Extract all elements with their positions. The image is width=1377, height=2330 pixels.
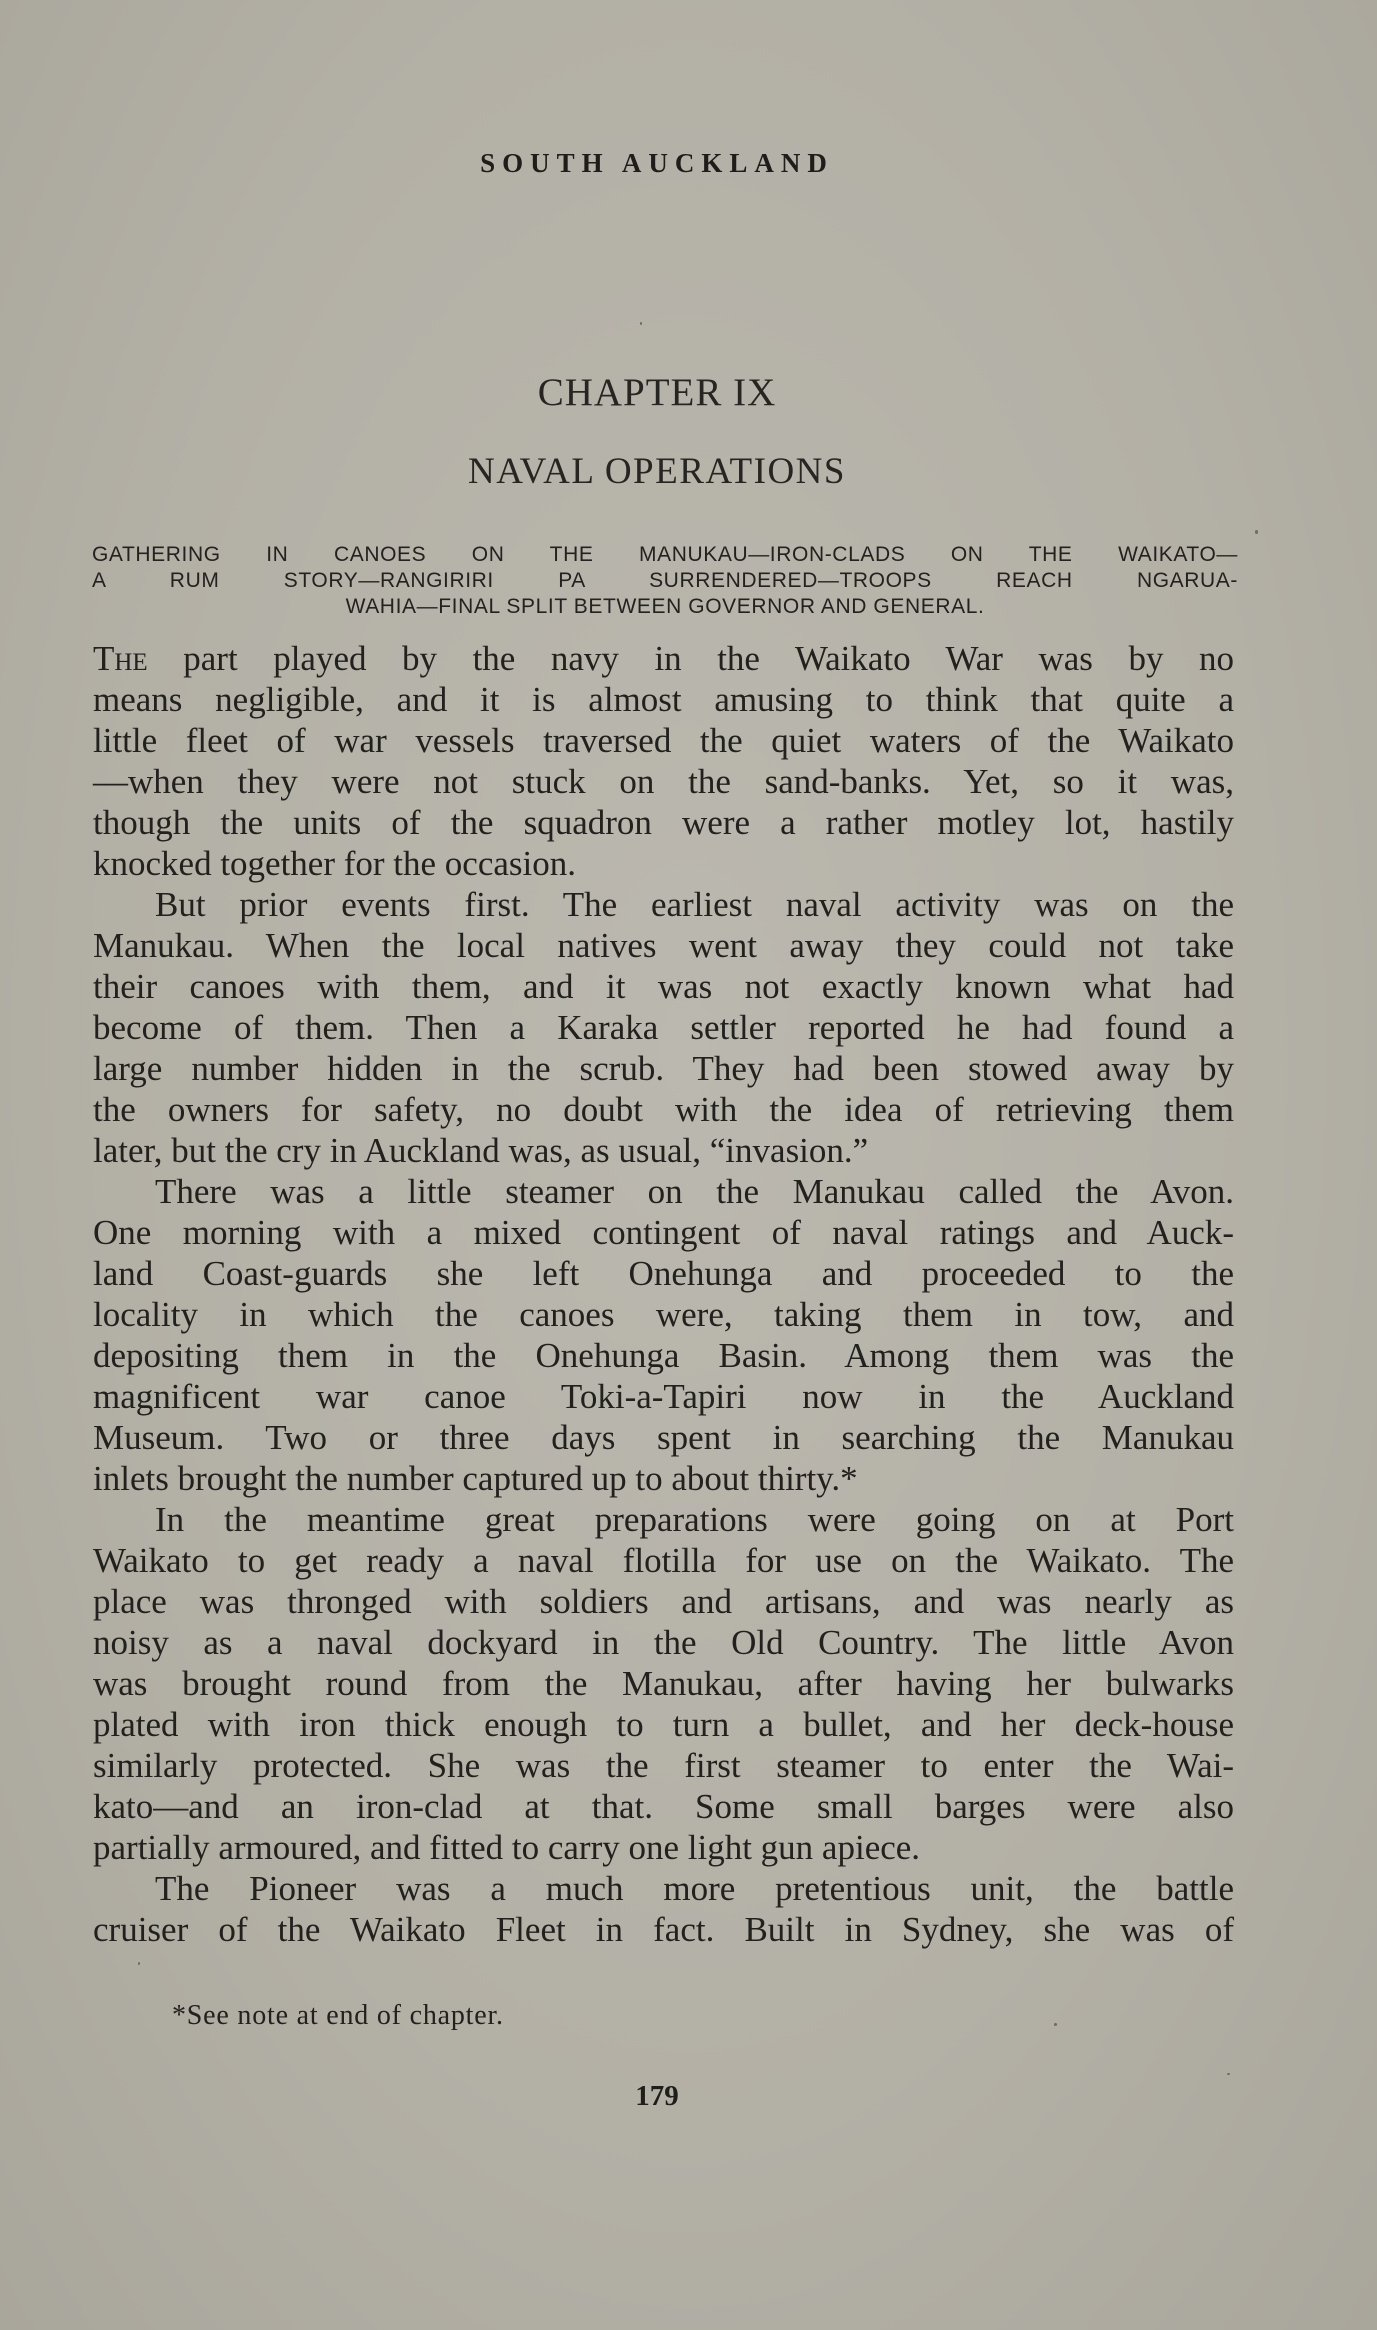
chapter-title: NAVAL OPERATIONS: [468, 451, 846, 492]
paragraph-3: [93, 1171, 1234, 1499]
paragraph-5: [93, 1868, 1234, 1950]
footnote: *See note at end of chapter.: [172, 2000, 504, 2031]
text-line: cruiser of the Waikato Fleet in fact. Built in Sydney, she was of: [93, 1910, 1234, 1949]
text-line: Museum. Two or three days spent in searching the Manukau: [93, 1418, 1234, 1457]
text-line: depositing them in the Onehunga Basin. Among them was the: [93, 1336, 1234, 1375]
synopsis-line: A RUM STORY—RANGIRIRI PA SURRENDERED—TROOPS REACH NGARUA-: [92, 569, 1238, 592]
text-line: inlets brought the number captured up to about thirty.*: [93, 1459, 858, 1498]
page-number: 179: [635, 2080, 679, 2112]
text-line: locality in which the canoes were, taking them in tow, and: [93, 1295, 1234, 1334]
paper-speck: [1255, 530, 1258, 534]
paper-speck: [1227, 2073, 1230, 2075]
opening-word: The: [93, 639, 148, 678]
paper-speck: [1054, 2023, 1057, 2026]
paragraph-2: [93, 884, 1234, 1171]
text-line: knocked together for the occasion.: [93, 844, 577, 883]
text-line: partially armoured, and fitted to carry one light gun apiece.: [93, 1828, 921, 1867]
text-line: their canoes with them, and it was not exactly known what had: [93, 967, 1234, 1006]
text-line: later, but the cry in Auckland was, as usual, “invasion.”: [93, 1131, 869, 1170]
text-line: similarly protected. She was the first steamer to enter the Wai-: [93, 1746, 1234, 1785]
text-line: land Coast-guards she left Onehunga and proceeded to the: [93, 1254, 1234, 1293]
text-line: Manukau. When the local natives went away they could not take: [93, 926, 1234, 965]
text-line: part played by the navy in the Waikato War was by no: [147, 639, 1234, 678]
text-line: little fleet of war vessels traversed the quiet waters of the Waikato: [93, 721, 1234, 760]
body-text: [93, 638, 1234, 1950]
paper-speck: [138, 1962, 140, 1965]
text-line: One morning with a mixed contingent of naval ratings and Auck-: [93, 1213, 1234, 1252]
synopsis-line: GATHERING IN CANOES ON THE MANUKAU—IRON-CLADS ON THE WAIKATO—: [92, 543, 1238, 566]
text-line: become of them. Then a Karaka settler reported he had found a: [93, 1008, 1234, 1047]
text-line: In the meantime great preparations were going on at Port: [155, 1500, 1234, 1539]
paragraph-4: [93, 1499, 1234, 1868]
chapter-number: CHAPTER IX: [537, 371, 777, 414]
text-line: —when they were not stuck on the sand-banks. Yet, so it was,: [93, 762, 1234, 801]
paper-speck: [640, 322, 642, 325]
paragraph-1: [93, 638, 1234, 884]
text-line: plated with iron thick enough to turn a bullet, and her deck-house: [93, 1705, 1234, 1744]
text-line: though the units of the squadron were a rather motley lot, hastily: [93, 803, 1234, 842]
text-line: means negligible, and it is almost amusing to think that quite a: [93, 680, 1234, 719]
text-line: magnificent war canoe Toki-a-Tapiri now in the Auckland: [93, 1377, 1234, 1416]
text-line: was brought round from the Manukau, after having her bulwarks: [93, 1664, 1234, 1703]
text-line: There was a little steamer on the Manukau called the Avon.: [155, 1172, 1234, 1211]
synopsis-line: WAHIA—FINAL SPLIT BETWEEN GOVERNOR AND GENERAL.: [345, 595, 985, 618]
text-line: Waikato to get ready a naval flotilla for use on the Waikato. The: [93, 1541, 1234, 1580]
text-line: large number hidden in the scrub. They had been stowed away by: [93, 1049, 1234, 1088]
text-line: the owners for safety, no doubt with the idea of retrieving them: [93, 1090, 1234, 1129]
text-line: kato—and an iron-clad at that. Some small barges were also: [93, 1787, 1234, 1826]
text-line: noisy as a naval dockyard in the Old Country. The little Avon: [93, 1623, 1234, 1662]
chapter-synopsis: [92, 542, 1238, 620]
text-line: But prior events first. The earliest naval activity was on the: [155, 885, 1234, 924]
running-head: SOUTH AUCKLAND: [480, 148, 834, 178]
text-line: The Pioneer was a much more pretentious unit, the battle: [155, 1869, 1234, 1908]
text-line: place was thronged with soldiers and artisans, and was nearly as: [93, 1582, 1234, 1621]
